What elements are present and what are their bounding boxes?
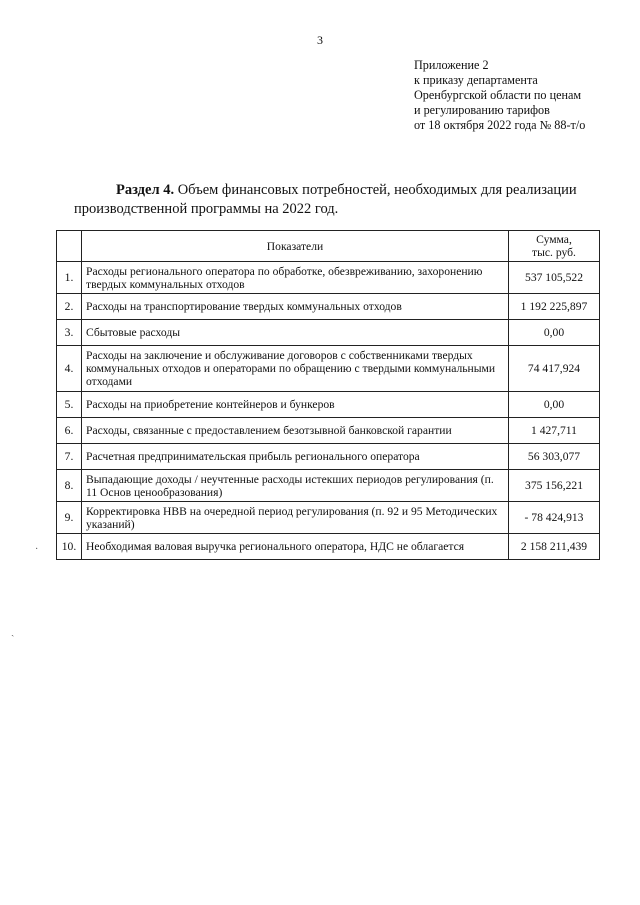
- row-description: Необходимая валовая выручка регионального оператора, НДС не облагается: [82, 534, 509, 560]
- row-number: 5.: [57, 392, 82, 418]
- row-number: 3.: [57, 320, 82, 346]
- table-row: [57, 346, 600, 392]
- table-row: [57, 418, 600, 444]
- row-value: 0,00: [509, 392, 600, 418]
- row-description: Корректировка НВВ на очередной период регулирования (п. 92 и 95 Методических указаний): [82, 502, 509, 534]
- annex-line: и регулированию тарифов: [414, 103, 550, 117]
- row-value: 2 158 211,439: [509, 534, 600, 560]
- row-value: 74 417,924: [509, 346, 600, 392]
- table-row: [57, 320, 600, 346]
- row-description: Расчетная предпринимательская прибыль регионального оператора: [82, 444, 509, 470]
- section-title: [74, 181, 594, 219]
- table-row: [57, 444, 600, 470]
- row-number: 2.: [57, 294, 82, 320]
- row-description: Расходы на заключение и обслуживание договоров с собственниками твердых коммунальных отходов и операторами по обращению с твердыми коммунальными отходами: [82, 346, 509, 392]
- header-sum-cell: [509, 231, 600, 262]
- annex-block: [414, 58, 585, 133]
- page-number: 3: [317, 33, 323, 47]
- row-number: 8.: [57, 470, 82, 502]
- row-value: 537 105,522: [509, 262, 600, 294]
- row-description: Выпадающие доходы / неучтенные расходы истекших периодов регулирования (п. 11 Основ ценообразования): [82, 470, 509, 502]
- row-description: Расходы, связанные с предоставлением безотзывной банковской гарантии: [82, 418, 509, 444]
- financial-needs-table: [56, 230, 600, 560]
- annex-line: Оренбургской области по ценам: [414, 88, 582, 102]
- row-description: Сбытовые расходы: [82, 320, 509, 346]
- annex-line: Приложение 2: [414, 58, 489, 72]
- table-row: [57, 534, 600, 560]
- row-value: - 78 424,913: [509, 502, 600, 534]
- table-row: [57, 392, 600, 418]
- row-description: Расходы регионального оператора по обработке, обезвреживанию, захоронению твердых коммунальных отходов: [82, 262, 509, 294]
- table-row: [57, 262, 600, 294]
- section-title-text: Объем финансовых потребностей, необходимых для реализации: [174, 182, 577, 198]
- header-num-cell: [57, 231, 82, 262]
- row-value: 56 303,077: [509, 444, 600, 470]
- row-description: Расходы на транспортирование твердых коммунальных отходов: [82, 294, 509, 320]
- row-number: 10.: [57, 534, 82, 560]
- row-number: 9.: [57, 502, 82, 534]
- section-title-line2: производственной программы на 2022 год.: [74, 201, 339, 217]
- row-number: 4.: [57, 346, 82, 392]
- section-number: Раздел 4.: [116, 182, 175, 198]
- row-description: Расходы на приобретение контейнеров и бункеров: [82, 392, 509, 418]
- annex-line: от 18 октября 2022 года № 88-т/о: [414, 118, 586, 132]
- table-header-row: [57, 231, 600, 262]
- scan-speck-mark: ·: [35, 544, 39, 555]
- row-number: 1.: [57, 262, 82, 294]
- annex-line: к приказу департамента: [414, 73, 538, 87]
- header-indicator-cell: Показатели: [82, 231, 509, 262]
- header-sum-label: Сумма,: [536, 233, 572, 246]
- row-value: 1 427,711: [509, 418, 600, 444]
- scan-speck-mark: ˏ: [11, 626, 15, 637]
- row-value: 375 156,221: [509, 470, 600, 502]
- header-sum-unit: тыс. руб.: [532, 246, 576, 259]
- row-number: 6.: [57, 418, 82, 444]
- table-row: [57, 502, 600, 534]
- row-value: 0,00: [509, 320, 600, 346]
- table-row: [57, 470, 600, 502]
- row-value: 1 192 225,897: [509, 294, 600, 320]
- table-row: [57, 294, 600, 320]
- row-number: 7.: [57, 444, 82, 470]
